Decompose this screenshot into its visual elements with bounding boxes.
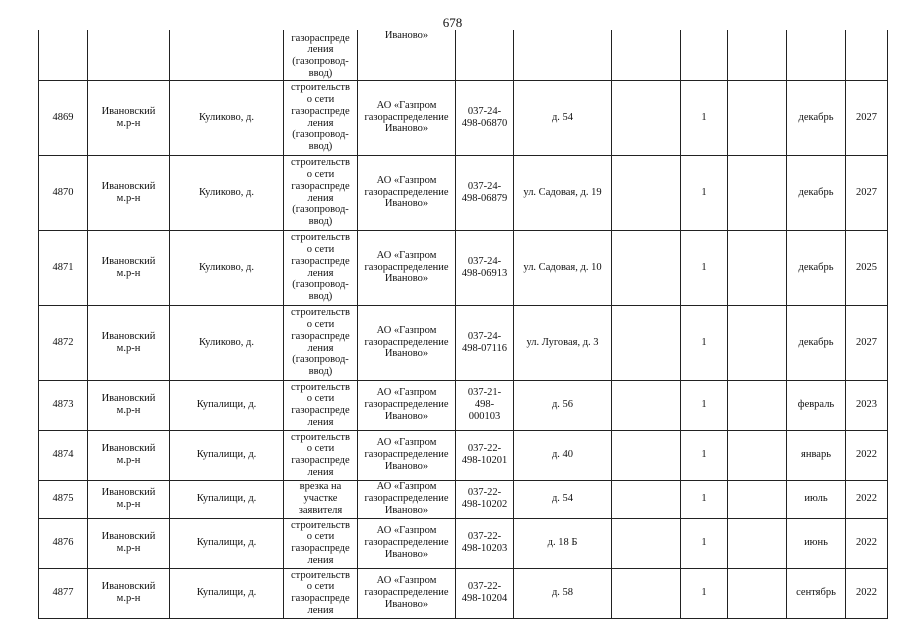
cell-quantity: 1 [681, 80, 728, 155]
cell-year: 2022 [846, 430, 888, 480]
cell-work-type: строительств о сети газораспреде ления [284, 430, 358, 480]
cell-application-code: 037-24- 498-06879 [456, 155, 514, 230]
cell-organization: АО «Газпром газораспределение Иваново» [358, 568, 456, 618]
cell-empty [612, 380, 681, 430]
cell-settlement: Куликово, д. [170, 305, 284, 380]
cell-month: июль [787, 480, 846, 518]
cell-organization: Иваново» [358, 30, 456, 80]
cell-empty [728, 430, 787, 480]
cell-work-type: строительств о сети газораспреде ления (газопровод- ввод) [284, 80, 358, 155]
cell-empty [612, 80, 681, 155]
cell-address: ул. Садовая, д. 10 [514, 230, 612, 305]
cell-empty [612, 568, 681, 618]
cell-row-number: 4875 [39, 480, 88, 518]
cell-year: 2025 [846, 230, 888, 305]
cell-address: ул. Садовая, д. 19 [514, 155, 612, 230]
cell-work-type: строительств о сети газораспреде ления [284, 380, 358, 430]
cell-address: д. 18 Б [514, 518, 612, 568]
cell-row-number: 4873 [39, 380, 88, 430]
cell-settlement: Купалищи, д. [170, 480, 284, 518]
cell-application-code: 037-22- 498-10202 [456, 480, 514, 518]
cell-month: январь [787, 430, 846, 480]
cell-address: д. 40 [514, 430, 612, 480]
cell-row-number: 4872 [39, 305, 88, 380]
table-row [39, 518, 888, 568]
table-row [39, 430, 888, 480]
cell-month: сентябрь [787, 568, 846, 618]
cell-work-type: газораспреде ления (газопровод- ввод) [284, 30, 358, 80]
cell-year: 2027 [846, 155, 888, 230]
cell-work-type: строительств о сети газораспреде ления [284, 568, 358, 618]
table-row [39, 568, 888, 618]
cell-organization: АО «Газпром газораспределение Иваново» [358, 155, 456, 230]
cell-work-type: врезка на участке заявителя [284, 480, 358, 518]
cell-year: 2022 [846, 518, 888, 568]
cell-empty [612, 155, 681, 230]
cell-year: 2022 [846, 480, 888, 518]
table-row [39, 80, 888, 155]
cell-work-type: строительств о сети газораспреде ления (газопровод- ввод) [284, 305, 358, 380]
cell-empty [612, 305, 681, 380]
cell-row-number: 4870 [39, 155, 88, 230]
cell-month: декабрь [787, 305, 846, 380]
cell-empty [728, 568, 787, 618]
cell-year: 2022 [846, 568, 888, 618]
cell-work-type: строительств о сети газораспреде ления (газопровод- ввод) [284, 155, 358, 230]
cell-application-code: 037-22- 498-10204 [456, 568, 514, 618]
table-row [39, 380, 888, 430]
cell-empty [728, 155, 787, 230]
continued-row [39, 30, 888, 80]
cell-empty [728, 80, 787, 155]
cell-organization: АО «Газпром газораспределение Иваново» [358, 430, 456, 480]
cell-settlement: Куликово, д. [170, 230, 284, 305]
cell-district: Ивановский м.р-н [88, 305, 170, 380]
cell-quantity: 1 [681, 430, 728, 480]
table-row [39, 480, 888, 518]
table-row [39, 305, 888, 380]
cell-row-number: 4874 [39, 430, 88, 480]
cell-year: 2027 [846, 305, 888, 380]
table-row [39, 155, 888, 230]
cell-organization: АО «Газпром газораспределение Иваново» [358, 380, 456, 430]
cell-month: декабрь [787, 155, 846, 230]
cell-empty [612, 480, 681, 518]
cell-application-code: 037-22- 498-10203 [456, 518, 514, 568]
cell-quantity: 1 [681, 230, 728, 305]
cell-empty [612, 430, 681, 480]
cell-application-code: 037-21- 498- 000103 [456, 380, 514, 430]
cell-empty [728, 480, 787, 518]
cell-application-code: 037-24- 498-06913 [456, 230, 514, 305]
cell-quantity: 1 [681, 480, 728, 518]
cell-settlement: Купалищи, д. [170, 568, 284, 618]
cell-month: декабрь [787, 230, 846, 305]
cell-row-number: 4869 [39, 80, 88, 155]
cell-work-type: строительств о сети газораспреде ления (газопровод- ввод) [284, 230, 358, 305]
cell-work-type: строительств о сети газораспреде ления [284, 518, 358, 568]
cell-year: 2023 [846, 380, 888, 430]
cell-empty [728, 380, 787, 430]
cell-address: ул. Луговая, д. 3 [514, 305, 612, 380]
cell-row-number: 4876 [39, 518, 88, 568]
cell-quantity: 1 [681, 380, 728, 430]
cell-district: Ивановский м.р-н [88, 480, 170, 518]
cell-settlement: Куликово, д. [170, 80, 284, 155]
cell-organization: АО «Газпром газораспределение Иваново» [358, 230, 456, 305]
cell-empty [612, 230, 681, 305]
cell-settlement: Купалищи, д. [170, 430, 284, 480]
cell-empty [612, 518, 681, 568]
gas-connection-registry-table [38, 30, 888, 619]
cell-organization: АО «Газпром газораспределение Иваново» [358, 518, 456, 568]
cell-district: Ивановский м.р-н [88, 430, 170, 480]
cell-district: Ивановский м.р-н [88, 155, 170, 230]
cell-district: Ивановский м.р-н [88, 80, 170, 155]
cell-settlement: Купалищи, д. [170, 518, 284, 568]
cell-empty [728, 518, 787, 568]
cell-row-number: 4877 [39, 568, 88, 618]
cell-row-number: 4871 [39, 230, 88, 305]
cell-settlement: Купалищи, д. [170, 380, 284, 430]
cell-settlement: Куликово, д. [170, 155, 284, 230]
cell-application-code: 037-24- 498-06870 [456, 80, 514, 155]
cell-application-code: 037-22- 498-10201 [456, 430, 514, 480]
cell-quantity: 1 [681, 305, 728, 380]
cell-district: Ивановский м.р-н [88, 380, 170, 430]
cell-application-code: 037-24- 498-07116 [456, 305, 514, 380]
cell-district: Ивановский м.р-н [88, 568, 170, 618]
cell-month: июнь [787, 518, 846, 568]
cell-organization: АО «Газпром газораспределение Иваново» [358, 80, 456, 155]
cell-district: Ивановский м.р-н [88, 518, 170, 568]
page-number: 678 [442, 15, 463, 30]
cell-address: д. 58 [514, 568, 612, 618]
cell-quantity: 1 [681, 568, 728, 618]
cell-address: д. 54 [514, 80, 612, 155]
cell-organization: АО «Газпром газораспределение Иваново» [358, 480, 456, 518]
cell-organization: АО «Газпром газораспределение Иваново» [358, 305, 456, 380]
cell-address: д. 56 [514, 380, 612, 430]
table-row [39, 230, 888, 305]
cell-address: д. 54 [514, 480, 612, 518]
cell-month: декабрь [787, 80, 846, 155]
cell-quantity: 1 [681, 155, 728, 230]
cell-year: 2027 [846, 80, 888, 155]
cell-month: февраль [787, 380, 846, 430]
cell-empty [728, 305, 787, 380]
cell-empty [728, 230, 787, 305]
cell-district: Ивановский м.р-н [88, 230, 170, 305]
cell-quantity: 1 [681, 518, 728, 568]
